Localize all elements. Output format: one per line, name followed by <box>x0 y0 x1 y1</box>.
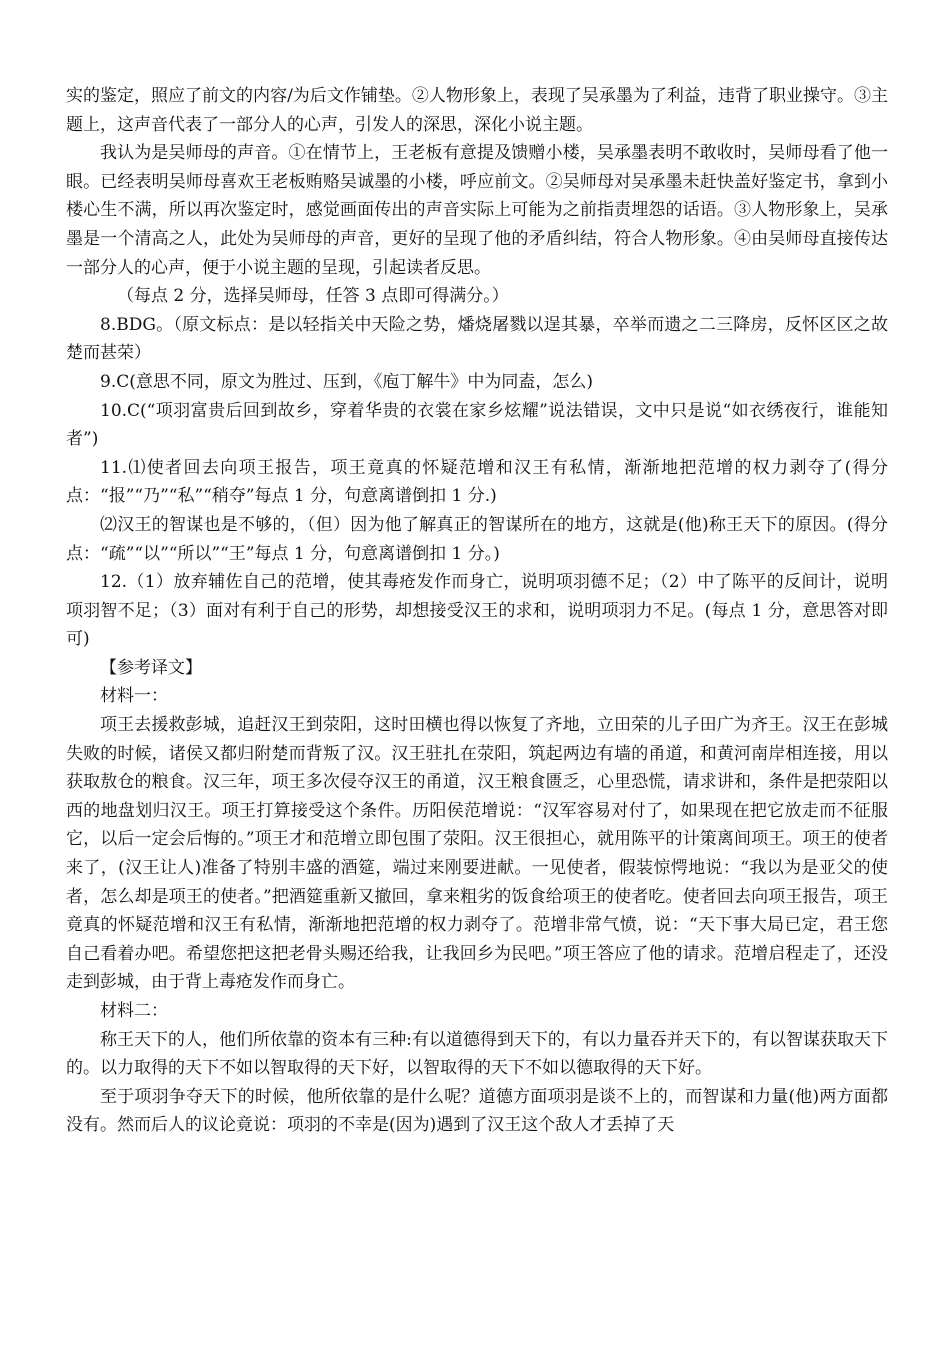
scoring-note: （每点 2 分，选择吴师母，任答 3 点即可得满分。） <box>117 286 509 307</box>
answer-11-part-2: ⑵汉王的智谋也是不够的，（但）因为他了解真正的智谋所在的地方，这就是(他)称王天下的原因。(得分点：“疏”“以”“所以”“王”每点 1 分，句意离谱倒扣 1 分。) <box>66 514 888 564</box>
material-one-label: 材料一： <box>100 686 168 707</box>
document-page <box>66 82 888 1140</box>
material-two-label: 材料二： <box>100 1001 168 1021</box>
answer-9: 9.C(意思不同，原文为胜过、压到，《庖丁解牛》中为同盍，怎么) <box>100 371 593 392</box>
answer-10: 10.C(“项羽富贵后回到故乡，穿着华贵的衣裳在家乡炫耀”说法错误，文中只是说“如衣绣夜行，谁能知者”) <box>66 400 888 450</box>
answer-8: 8.BDG。（原文标点：是以轻指关中天险之势，燔烧屠戮以逞其暴，卒举而遗之二三降房，反怀区区之故楚而甚荣） <box>66 314 888 364</box>
material-two-translation-1: 称王天下的人，他们所依靠的资本有三种:有以道德得到天下的，有以力量吞并天下的，有以智谋获取天下的。以力取得的天下不如以智取得的天下好，以智取得的天下不如以德取得的天下好。 <box>66 1029 888 1079</box>
answer-12: 12.（1）放弃辅佐自己的范增，使其毒疮发作而身亡，说明项羽德不足；（2）中了陈平的反间计，说明项羽智不足；（3）面对有利于自己的形势，却想接受汉王的求和，说明项羽力不足。(每点 1 分，意思答对即可) <box>66 572 888 650</box>
reference-translation-heading: 【参考译文】 <box>100 657 202 678</box>
answer-11-part-1: 11.⑴使者回去向项王报告，项王竟真的怀疑范增和汉王有私情，渐渐地把范增的权力剥夺了(得分点：“报”“乃”“私”“稍夺”每点 1 分，句意离谱倒扣 1 分.) <box>66 457 888 507</box>
paragraph-wu-shimu-answer: 我认为是吴师母的声音。①在情节上，王老板有意提及馈赠小楼，吴承墨表明不敢收时，吴师母看了他一眼。已经表明吴师母喜欢王老板贿赂吴诚墨的小楼，呼应前文。②吴师母对吴承墨未赶快盖好鉴定书，拿到小楼心生不满，所以再次鉴定时，感觉画面传出的声音实际上可能为之前指责埋怨的话语。③人物形象上，吴承墨是一个清高之人，此处为吴师母的声音，更好的呈现了他的矛盾纠结，符合人物形象。④由吴师母直接传达一部分人的心声，便于小说主题的呈现，引起读者反思。 <box>66 143 888 278</box>
material-one-translation: 项王去援救彭城，追赶汉王到荥阳，这时田横也得以恢复了齐地，立田荣的儿子田广为齐王。汉王在彭城失败的时候，诸侯又都归附楚而背叛了汉。汉王驻扎在荥阳，筑起两边有墙的甬道，和黄河南岸相连接，用以获取敖仓的粮食。汉三年，项王多次侵夺汉王的甬道，汉王粮食匮乏，心里恐慌，请求讲和，条件是把荥阳以西的地盘划归汉王。项王打算接受这个条件。历阳侯范增说：“汉军容易对付了，如果现在把它放走而不征服它，以后一定会后悔的。”项王才和范增立即包围了荥阳。汉王很担心，就用陈平的计策离间项王。项王的使者来了，(汉王让人)准备了特别丰盛的酒筵，端过来刚要进献。一见使者，假装惊愕地说：“我以为是亚父的使者，怎么却是项王的使者。”把酒筵重新又撤回，拿来粗劣的饭食给项王的使者吃。使者回去向项王报告，项王竟真的怀疑范增和汉王有私情，渐渐地把范增的权力剥夺了。范增非常气愤，说：“天下事大局已定，君王您自己看着办吧。希望您把这把老骨头赐还给我，让我回乡为民吧。”项王答应了他的请求。范增启程走了，还没走到彭城，由于背上毒疮发作而身亡。 <box>66 715 888 993</box>
paragraph-continuation-answer: 实的鉴定，照应了前文的内容/为后文作铺垫。②人物形象上，表现了吴承墨为了利益，违背了职业操守。③主题上，这声音代表了一部分人的心声，引发人的深思，深化小说主题。 <box>66 86 888 135</box>
material-two-translation-2: 至于项羽争夺天下的时候，他所依靠的是什么呢？道德方面项羽是谈不上的，而智谋和力量(他)两方面都没有。然而后人的议论竟说：项羽的不幸是(因为)遇到了汉王这个敌人才丢掉了天 <box>66 1086 888 1136</box>
